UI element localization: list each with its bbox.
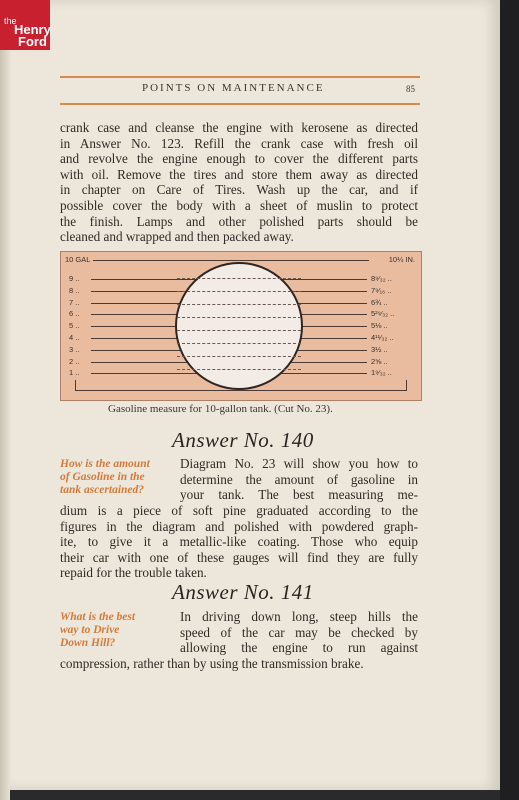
diagram-top-left-label: 10 GAL xyxy=(65,255,91,264)
dark-background-edge xyxy=(500,0,519,800)
answer-140-indented-text: Diagram No. 23 will show you how to determine the amount of gasoline in your tank. The best measuring me- xyxy=(180,456,418,503)
running-header: POINTS ON MAINTENANCE xyxy=(142,82,325,94)
gauge-left-label: 6 .. xyxy=(69,309,80,319)
gauge-right-label: 8⁹⁄₃₂ .. xyxy=(371,274,392,283)
gauge-left-label: 2 .. xyxy=(69,356,80,366)
henry-ford-logo: the Henry Ford xyxy=(0,0,50,50)
left-page-edge xyxy=(0,0,10,800)
gauge-right-label: 6¾ .. xyxy=(371,297,388,307)
diagram-top-right-label: 10¼ IN. xyxy=(388,255,415,264)
gauge-right-label: 5⅛ .. xyxy=(371,321,388,331)
answer-141-margin-note: What is the best way to Drive Down Hill? xyxy=(60,611,136,650)
gauge-right-label: 1⁹⁄₃₂ .. xyxy=(371,368,392,378)
gauge-left-label: 7 .. xyxy=(69,297,80,307)
gauge-left-label: 3 .. xyxy=(69,344,80,354)
gauge-right-label: 7⁹⁄₁₆ .. xyxy=(371,285,392,295)
answer-140-title: Answer No. 140 xyxy=(172,428,314,452)
gauge-right-label: 5²⁹⁄₃₂ .. xyxy=(371,309,395,319)
diagram-top-line xyxy=(93,260,369,261)
answer-140-body: dium is a piece of soft pine graduated according to the figures in the diagram and polished with powdered graph- ite, to give it a metallic-like coating. Those who equip their car with one of these gauges will find they are fully repaid for the trouble taken. xyxy=(60,503,418,581)
gauge-left-label: 1 .. xyxy=(69,368,80,378)
answer-141-body: compression, rather than by using the transmission brake. xyxy=(60,656,364,671)
gauge-right-label: 4¹¹⁄₃₂ .. xyxy=(371,333,394,342)
gasoline-measure-diagram xyxy=(60,251,422,401)
answer-141-title: Answer No. 141 xyxy=(172,580,314,604)
gauge-left-label: 8 .. xyxy=(69,285,80,295)
diagram-left-tick xyxy=(75,380,76,390)
gauge-left-label: 5 .. xyxy=(69,321,80,331)
header-rule-bottom xyxy=(60,103,420,105)
answer-140-margin-note: How is the amount of Gasoline in the tank ascertained? xyxy=(60,458,150,497)
page-number: 85 xyxy=(406,84,415,94)
diagram-right-tick xyxy=(406,380,407,390)
tank-cross-section xyxy=(175,262,303,390)
paragraph-top: crank case and cleanse the engine with kerosene as directed in Answer No. 123. Refill the crank case with fresh oil and revolve the engine enough to cover the different parts with oil. Remove the tires and store them away as directed in chapter on Care of Tires. Wash up the car, and if possible cover the body with a sheet of muslin to protect the finish. Lamps and other polished parts should be cleaned and wrapped and then packed away. xyxy=(60,120,418,245)
diagram-base-line xyxy=(75,390,407,391)
header-rule-top xyxy=(60,76,420,78)
gauge-left-label: 9 .. xyxy=(69,274,80,283)
gauge-left-label: 4 .. xyxy=(69,333,80,342)
gauge-right-label: 2⅝ .. xyxy=(371,356,388,366)
gauge-right-label: 3½ .. xyxy=(371,344,388,354)
diagram-caption: Gasoline measure for 10-gallon tank. (Cut No. 23). xyxy=(108,403,333,415)
answer-141-indented-text: In driving down long, steep hills the speed of the car may be checked by allowing the engine to run against xyxy=(180,609,418,656)
